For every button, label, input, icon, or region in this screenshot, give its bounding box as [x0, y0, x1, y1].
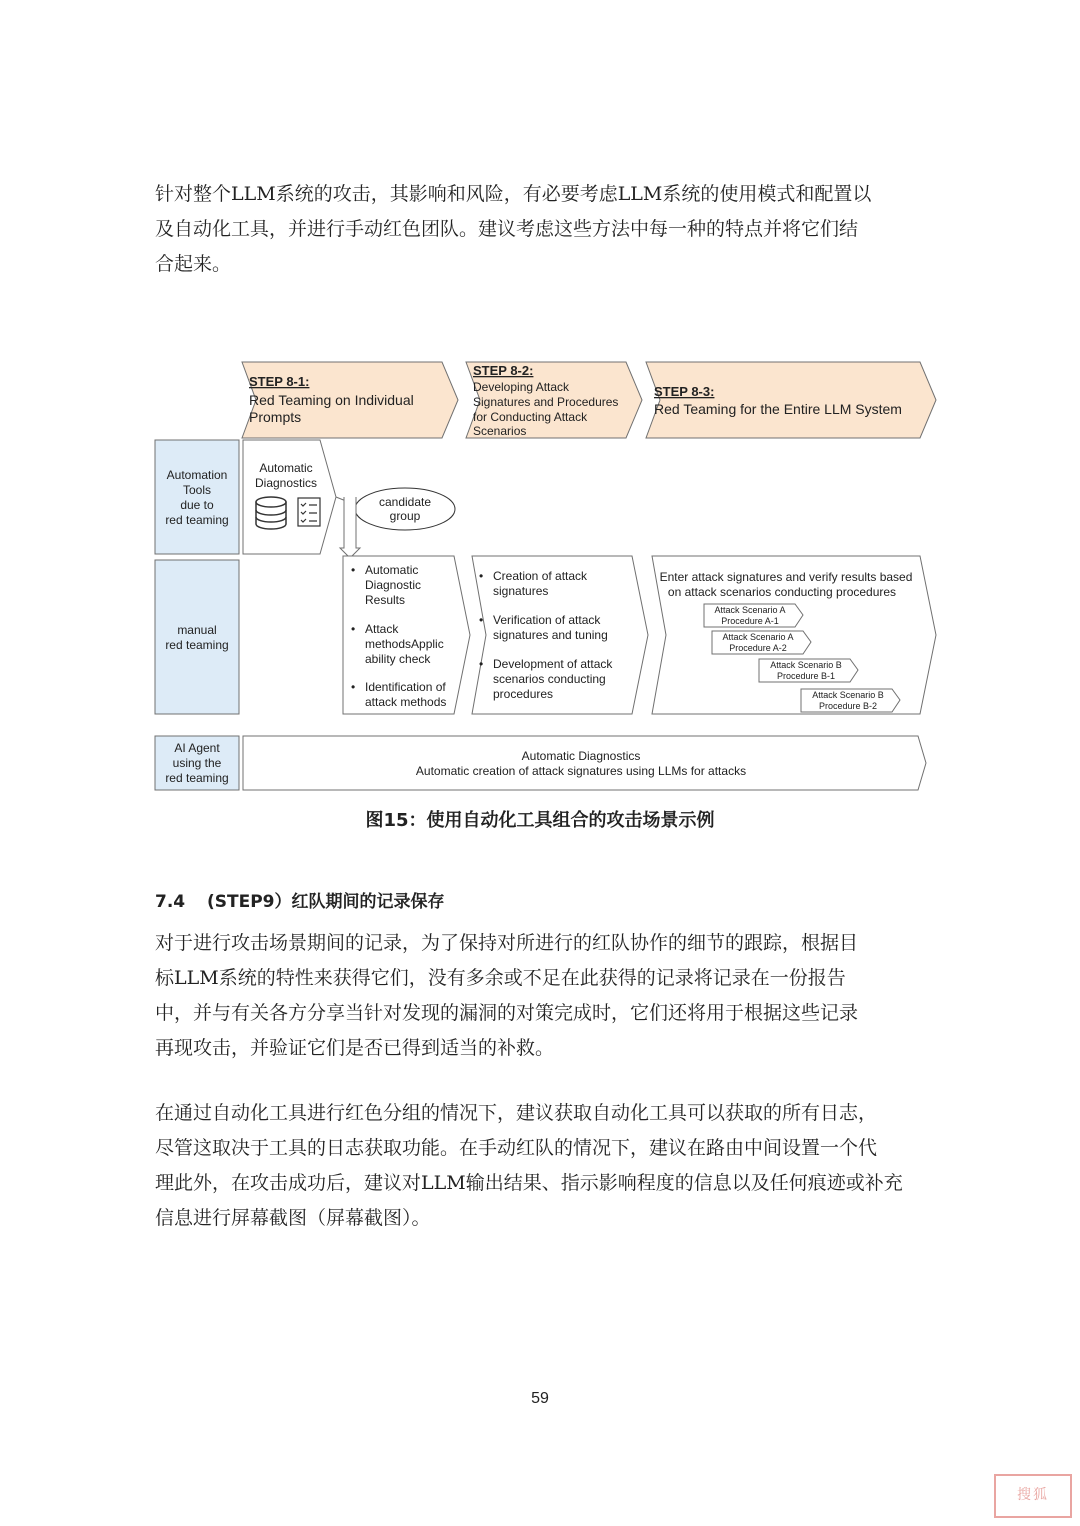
text-line: 合起来。 — [155, 253, 232, 275]
step-8-2-line: Signatures and Procedures — [473, 395, 619, 409]
ai-agent-band — [243, 736, 926, 790]
auto-diag-label: Diagnostics — [254, 476, 318, 490]
col1-line: attack methods — [365, 695, 447, 709]
col1-line: Results — [365, 593, 406, 607]
col1-line: Attack — [365, 622, 399, 636]
row-label-line: red teaming — [165, 771, 229, 785]
col2-line: Development of attack — [493, 657, 613, 671]
step-8-3-title: STEP 8-3: — [654, 384, 715, 399]
bullet-dot: • — [479, 657, 484, 671]
scenario-line: Procedure B-2 — [818, 701, 878, 711]
bullet-dot: • — [479, 613, 484, 627]
col1-line: ability check — [365, 652, 431, 666]
step-8-1-line: Prompts — [249, 409, 302, 425]
section-title: (STEP9）红队期间的记录保存 — [207, 892, 445, 912]
page-number: 59 — [531, 1390, 549, 1407]
row-label-line: red teaming — [165, 513, 229, 527]
text-line: 及自动化工具，并进行手动红色团队。建议考虑这些方法中每一种的特点并将它们结 — [155, 218, 859, 240]
row-label-line: red teaming — [165, 638, 229, 652]
row-label-line: Tools — [182, 483, 212, 497]
scenario-line: Attack Scenario B — [770, 660, 842, 670]
records-paragraph — [155, 926, 927, 1066]
section-heading — [155, 887, 445, 912]
step-8-2-title: STEP 8-2: — [473, 363, 534, 378]
logging-paragraph — [155, 1096, 927, 1236]
text-line: 标LLM系统的特性来获得它们，没有多余或不足在此获得的记录将记录在一份报告 — [155, 967, 846, 989]
scenario-line: Procedure A-1 — [721, 616, 779, 626]
step-8-3-chevron — [646, 362, 936, 438]
figure-caption: 图15：使用自动化工具组合的攻击场景示例 — [365, 810, 715, 831]
text-line: 针对整个LLM系统的攻击，其影响和风险，有必要考虑LLM系统的使用模式和配置以 — [155, 183, 872, 205]
bullet-dot: • — [351, 680, 356, 694]
candidate-label: candidate — [378, 495, 432, 509]
bullet-dot: • — [351, 563, 356, 577]
step-8-2-line: Developing Attack — [473, 380, 570, 394]
col1-line: Diagnostic — [365, 578, 422, 592]
step-8-2-line: for Conducting Attack — [473, 410, 588, 424]
col3-header: on attack scenarios conducting procedures — [667, 585, 897, 599]
bullet-dot: • — [351, 622, 356, 636]
col2-line: Verification of attack — [493, 613, 601, 627]
scenario-line: Procedure A-2 — [729, 643, 787, 653]
text-line: 尽管这取决于工具的日志获取功能。在手动红队的情况下，建议在路由中间设置一个代 — [155, 1137, 878, 1159]
col2-line: signatures — [493, 584, 549, 598]
col2-line: signatures and tuning — [493, 628, 608, 642]
ai-band-line: Automatic creation of attack signatures using LLMs for attacks — [415, 764, 747, 778]
col3-header: Enter attack signatures and verify results based — [659, 570, 913, 584]
text-line: 再现攻击，并验证它们是否已得到适当的补救。 — [155, 1037, 555, 1059]
col1-line: Automatic — [365, 563, 419, 577]
step-8-1-line: Red Teaming on Individual — [249, 392, 414, 408]
text-line: 在通过自动化工具进行红色分组的情况下，建议获取自动化工具可以获取的所有日志， — [155, 1102, 878, 1124]
scenario-line: Attack Scenario A — [714, 605, 786, 615]
col1-line: methodsApplic — [365, 637, 444, 651]
candidate-label: group — [389, 509, 421, 523]
auto-diag-label: Automatic — [259, 461, 313, 475]
text-line: 中，并与有关各方分享当针对发现的漏洞的对策完成时，它们还将用于根据这些记录 — [155, 1002, 859, 1024]
row-label-line: due to — [180, 498, 214, 512]
row-label-line: using the — [172, 756, 222, 770]
row-label-line: manual — [177, 623, 217, 637]
row-label-line: AI Agent — [174, 741, 220, 755]
row-automation-label — [155, 440, 239, 554]
section-number: 7.4 — [155, 892, 186, 912]
text-line: 信息进行屏幕截图（屏幕截图）。 — [155, 1207, 431, 1229]
automatic-diagnostics-chevron — [243, 440, 336, 554]
bullet-dot: • — [479, 569, 484, 583]
col2-line: Creation of attack — [493, 569, 588, 583]
col1-line: Identification of — [365, 680, 446, 694]
text-line: 对于进行攻击场景期间的记录，为了保持对所进行的红队协作的细节的跟踪，根据目 — [155, 932, 859, 954]
col2-line: procedures — [493, 687, 554, 701]
step-8-1-title: STEP 8-1: — [249, 374, 310, 389]
text-line: 理此外，在攻击成功后，建议对LLM输出结果、指示影响程度的信息以及任何痕迹或补充 — [155, 1172, 903, 1194]
scenario-line: Attack Scenario B — [812, 690, 884, 700]
ai-band-line: Automatic Diagnostics — [521, 749, 641, 763]
step-8-2-line: Scenarios — [473, 424, 527, 438]
row-label-line: Automation — [166, 468, 228, 482]
col2-line: scenarios conducting — [493, 672, 606, 686]
scenario-line: Attack Scenario A — [722, 632, 794, 642]
watermark-stamp: 搜狐 — [994, 1474, 1072, 1518]
scenario-line: Procedure B-1 — [776, 671, 836, 681]
database-icon — [256, 497, 286, 529]
row-manual-label — [155, 560, 239, 714]
step-8-3-line: Red Teaming for the Entire LLM System — [654, 401, 902, 417]
